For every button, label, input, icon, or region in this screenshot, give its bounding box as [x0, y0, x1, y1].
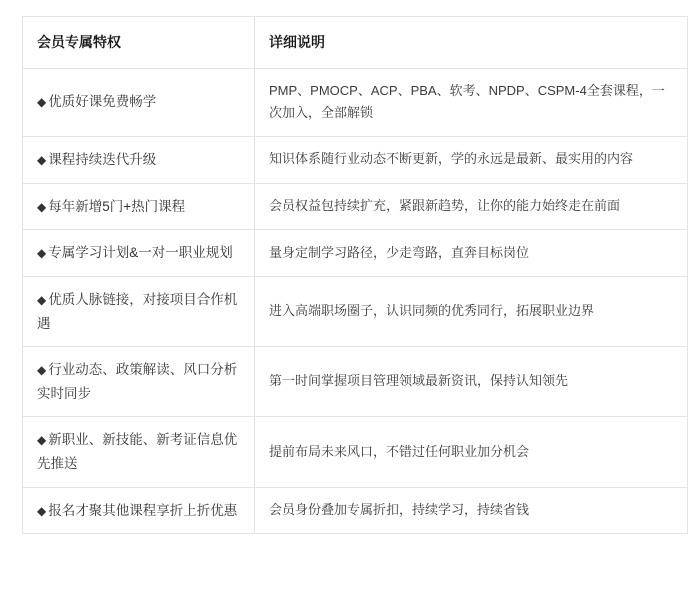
detail-cell: 量身定制学习路径，少走弯路，直奔目标岗位 — [255, 230, 688, 277]
table-row — [23, 347, 688, 417]
membership-benefits-table — [22, 16, 688, 534]
table-row — [23, 230, 688, 277]
table-row — [23, 68, 688, 137]
table-body — [23, 68, 688, 534]
diamond-bullet-icon: ◆ — [37, 503, 47, 518]
column-header-privilege: 会员专属特权 — [23, 17, 255, 69]
table-header-row — [23, 17, 688, 69]
privilege-text: 报名才聚其他课程享折上折优惠 — [48, 502, 238, 518]
privilege-cell — [23, 276, 255, 346]
privilege-text: 优质人脉链接，对接项目合作机遇 — [37, 291, 238, 331]
diamond-bullet-icon: ◆ — [37, 153, 47, 167]
diamond-bullet-icon: ◆ — [37, 246, 47, 261]
privilege-cell — [23, 183, 255, 230]
detail-cell: 会员权益包持续扩充，紧跟新趋势，让你的能力始终走在前面 — [255, 183, 688, 230]
privilege-text: 课程持续迭代升级 — [48, 152, 157, 167]
table-row — [23, 417, 688, 487]
privilege-text: 行业动态、政策解读、风口分析实时同步 — [37, 362, 238, 401]
diamond-bullet-icon: ◆ — [37, 199, 47, 214]
privilege-cell — [23, 230, 255, 277]
privilege-cell — [23, 68, 255, 137]
table-header — [23, 17, 688, 69]
privilege-cell — [23, 137, 255, 184]
diamond-bullet-icon: ◆ — [37, 433, 47, 448]
diamond-bullet-icon: ◆ — [37, 363, 47, 378]
privilege-text: 新职业、新技能、新考证信息优先推送 — [37, 432, 238, 471]
privilege-text: 优质好课免费畅学 — [48, 94, 157, 110]
detail-cell: 会员身份叠加专属折扣，持续学习，持续省钱 — [255, 487, 688, 534]
detail-cell: 第一时间掌握项目管理领域最新资讯，保持认知领先 — [255, 347, 688, 417]
privilege-cell — [23, 347, 255, 417]
diamond-bullet-icon: ◆ — [37, 292, 47, 307]
table-row — [23, 276, 688, 346]
column-header-detail: 详细说明 — [255, 17, 688, 69]
table-row — [23, 487, 688, 534]
detail-cell: PMP、PMOCP、ACP、PBA、软考、NPDP、CSPM-4全套课程，一次加入，全部解锁 — [255, 68, 688, 137]
detail-cell: 知识体系随行业动态不断更新，学的永远是最新、最实用的内容 — [255, 137, 688, 184]
privilege-cell — [23, 417, 255, 487]
diamond-bullet-icon: ◆ — [37, 95, 47, 110]
table-row — [23, 183, 688, 230]
detail-cell: 提前布局未来风口，不错过任何职业加分机会 — [255, 417, 688, 487]
privilege-text: 每年新增5门+热门课程 — [48, 198, 186, 214]
detail-cell: 进入高端职场圈子，认识同频的优秀同行，拓展职业边界 — [255, 276, 688, 346]
privilege-cell — [23, 487, 255, 534]
table-row — [23, 137, 688, 184]
privilege-text: 专属学习计划&一对一职业规划 — [48, 245, 233, 261]
